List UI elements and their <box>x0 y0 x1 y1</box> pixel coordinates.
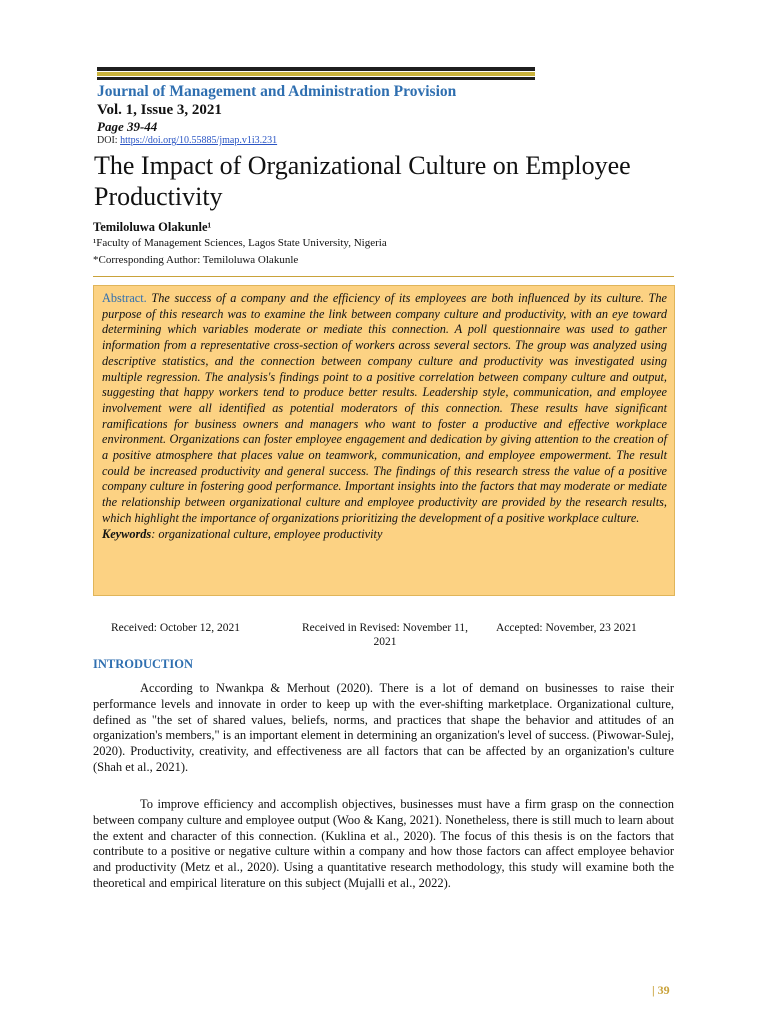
keywords-text: : organizational culture, employee productivity <box>151 526 383 541</box>
doi-link[interactable]: https://doi.org/10.55885/jmap.v1i3.231 <box>120 135 278 146</box>
author-name: Temiloluwa Olakunle¹ <box>93 220 212 234</box>
article-title: The Impact of Organizational Culture on Employee Productivity <box>94 151 631 211</box>
intro-paragraph-2: To improve efficiency and accomplish objectives, businesses must have a firm grasp on the connection between company culture and employee output (Woo & Kang, 2021). Nonetheless, there is still much to learn about the extent and character of this connection. (Kuklina et al., 2020). The focus of this thesis is on the factors that contribute to a positive or negative culture within a company and how those factors can affect employee behavior and productivity (Metz et al., 2020). Using a quantitative research methodology, this study will examine both the theoretical and empirical literature on this subject (Mujalli et al., 2022). <box>93 797 674 890</box>
page-number: | 39 <box>652 983 670 997</box>
revised-date: Received in Revised: November 11, 2021 <box>302 622 468 648</box>
received-date: Received: October 12, 2021 <box>111 622 241 634</box>
abstract-text: The success of a company and the efficiency of its employees are both influenced by its culture. The purpose of this research was to examine the link between company culture and productivity, with an eye toward determining which variables moderate or mediate this connection. A poll questionnaire was used to gather information from a representative cross-section of workers across several sectors. The group was analyzed using descriptive statistics, and the connection between company culture and productivity was investigated using multiple regression. The analysis's findings point to a positive correlation between company culture and output, suggesting that happy workers tend to produce better results. Leadership style, communication, and employee involvement were all identified as potential moderators of this connection. These results have significant ramifications for business owners and managers who want to foster a productive and effective workplace environment. Organizations can foster employee engagement and dedication by giving attention to the creation of a positive atmosphere that places value on teamwork, communication, and employee empowerment. The result could be increased productivity and general success. The findings of this research stress the value of a positive company culture in fostering good performance. Important insights into the factors that may moderate or mediate the relationship between organizational culture and employee productivity are provided by the research results, which highlight the importance of organizations prioritizing the development of a positive workplace culture. <box>102 291 667 525</box>
journal-name: Journal of Management and Administration Provision <box>97 83 457 100</box>
journal-pages: Page 39-44 <box>97 119 158 134</box>
header-bar-gold <box>97 72 535 76</box>
keywords-label: Keywords <box>102 526 152 541</box>
journal-volume: Vol. 1, Issue 3, 2021 <box>97 102 222 118</box>
doi-label: DOI: <box>97 135 121 146</box>
author-affiliation: ¹Faculty of Management Sciences, Lagos State University, Nigeria <box>93 237 387 249</box>
accepted-date: Accepted: November, 23 2021 <box>496 622 637 634</box>
corresponding-author: *Corresponding Author: Temiloluwa Olakunle <box>93 254 299 266</box>
intro-paragraph-1: According to Nwankpa & Merhout (2020). There is a lot of demand on businesses to raise their performance levels and innovate in order to keep up with the ever-shifting marketplace. Organizational culture, defined as "the set of shared values, beliefs, norms, and practices that shape the behavior and attitudes of an organization's members," is an important element in determining an organization's level of success. (Piwowar-Sulej, 2020). Productivity, creativity, and effectiveness are all factors that can be affected by an organization's culture (Shah et al., 2021). <box>93 681 674 774</box>
abstract-box <box>93 285 675 596</box>
header-bar-dark-lower <box>97 77 535 80</box>
title-divider <box>93 276 674 277</box>
section-heading-introduction: INTRODUCTION <box>93 657 194 671</box>
doi-line <box>97 135 277 146</box>
abstract-label: Abstract. <box>102 291 147 305</box>
header-bar-dark <box>97 67 535 71</box>
